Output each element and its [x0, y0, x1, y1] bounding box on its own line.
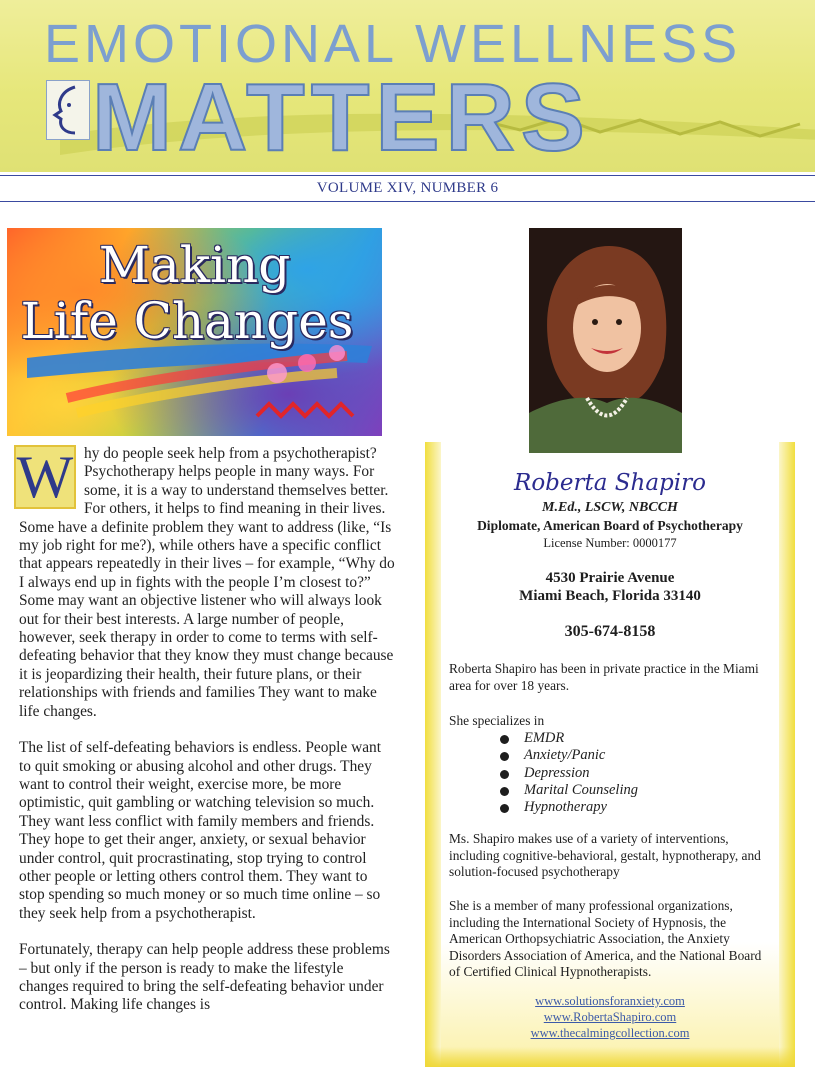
making-life-changes-art — [7, 228, 382, 436]
specialty-label: EMDR — [524, 730, 565, 746]
bullet-icon — [500, 752, 509, 761]
masthead-title-top: EMOTIONAL WELLNESS — [44, 14, 742, 74]
website-links — [425, 993, 795, 1042]
portrait-photo — [529, 228, 682, 453]
bullet-icon — [500, 804, 509, 813]
bullet-icon — [500, 770, 509, 779]
specialty-label: Hypnotherapy — [524, 799, 607, 816]
phone-number: 305-674-8158 — [564, 623, 656, 640]
interventions-paragraph: Ms. Shapiro makes use of a variety of interventions, including cognitive-behavioral, gestalt, hypnotherapy, and solution-focused psychotherapy — [449, 831, 761, 880]
specialty-item — [500, 747, 638, 764]
website-link-robertashapiro[interactable]: www.RobertaShapiro.com — [543, 1010, 677, 1025]
specialty-label: Marital Counseling — [524, 781, 638, 798]
bullet-icon — [500, 787, 509, 796]
memberships-paragraph: She is a member of many professional organizations, including the International Society of Hypnosis, the American Orthopsychiatric Association, the Anxiety Disorders Association of America, and the National Board of Certified Clinical Hypnotherapists. — [449, 898, 762, 980]
masthead — [0, 0, 815, 172]
article-paragraph: Fortunately, therapy can help people address these problems – but only if the person is ready to make the lifestyle changes required to bring the self-defeating behavior under control. Making life changes is — [19, 941, 390, 1014]
specializes-intro: She specializes in — [449, 713, 545, 728]
masthead-rule-top — [0, 175, 815, 176]
article-paragraph: The list of self-defeating behaviors is endless. People want to quit smoking or abusing alcohol and other drugs. They want to control their weight, exercise more, be more optimistic, quit gambling or watching television so much. They want less conflict with family members and friends. They hope to get their anger, anxiety, or sexual behavior under control, quit procrastinating, stop trying to control other people or letting others control them. They want to stop spending so much money or so much time online – so they seek help from a psychotherapist. — [19, 739, 382, 922]
specialty-label: Anxiety/Panic — [524, 747, 606, 764]
specialties-list — [500, 730, 638, 816]
credentials: M.Ed., LSCW, NBCCH — [542, 500, 678, 515]
sidebar-bottom-glow — [425, 1047, 795, 1067]
masthead-rule-bottom — [0, 201, 815, 202]
volume-number: VOLUME XIV, NUMBER 6 — [316, 180, 499, 196]
address-line2: Miami Beach, Florida 33140 — [519, 588, 701, 604]
masthead-title-main: MATTERS — [92, 64, 591, 171]
specialty-item — [500, 765, 638, 782]
bullet-icon — [500, 735, 509, 744]
specialty-label: Depression — [524, 764, 590, 781]
specialty-item — [500, 799, 638, 816]
article-body — [16, 444, 395, 1033]
specialty-item — [500, 730, 638, 747]
practice-paragraph: Roberta Shapiro has been in private practice in the Miami area for over 18 years. — [449, 661, 759, 693]
drop-cap: W — [14, 445, 76, 509]
face-logo-icon — [46, 80, 90, 140]
article-paragraph — [16, 444, 395, 721]
art-title-line2: Life Changes — [20, 292, 354, 350]
diplomate-line: Diplomate, American Board of Psychotherapy — [477, 518, 743, 533]
article-paragraph-text: hy do people seek help from a psychotherapist? Psychotherapy helps people in many ways. For some, it is a way to understand themselves better. For others, it helps to find meaning in their lives. Some have a definite problem they want to address (like, “Is my job right for me?), while others have a specific conflict that appears repeatedly in their lives – for example, “Why do I always end up in fights with the people I’m closest to?” Some may want an objective listener who will always look out for their best interests. A large number of people, however, seek therapy in order to come to terms with self-defeating behavior that they know they must change because it is jeopardizing their health, their future plans, or their relationships with friends and families They want to make life changes. — [19, 445, 395, 720]
signature: Roberta Shapiro — [514, 470, 706, 496]
license-number: License Number: 0000177 — [543, 536, 677, 550]
address-line1: 4530 Prairie Avenue — [545, 570, 675, 586]
specialty-item — [500, 782, 638, 799]
art-title-line1: Making — [98, 236, 291, 294]
website-link-thecalmingcollection[interactable]: www.thecalmingcollection.com — [530, 1026, 690, 1041]
website-link-solutionsforanxiety[interactable]: www.solutionsforanxiety.com — [535, 994, 685, 1008]
